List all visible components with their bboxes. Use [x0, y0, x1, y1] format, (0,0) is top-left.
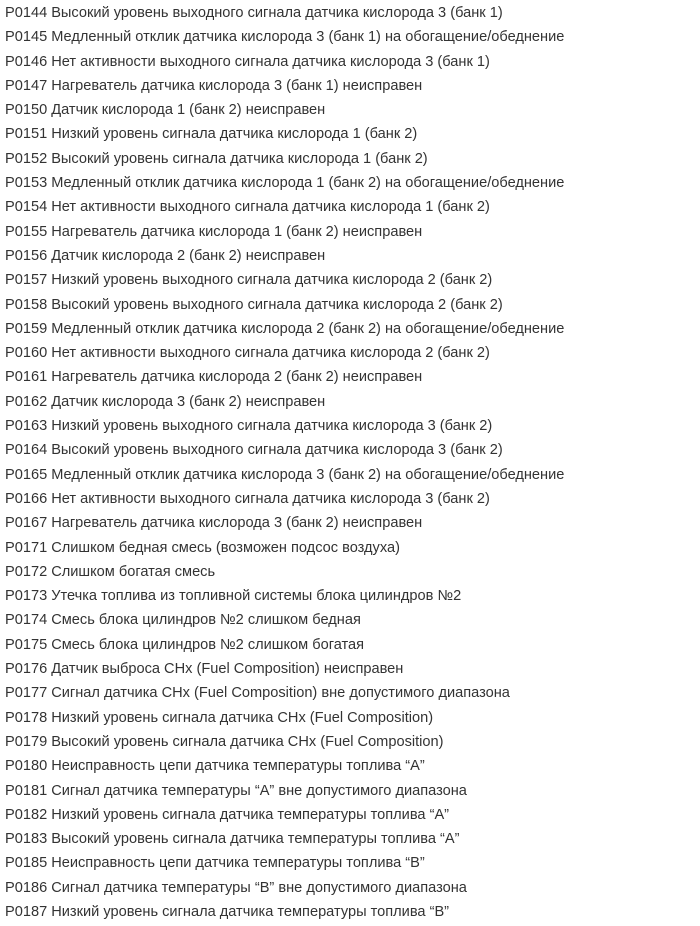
error-code: P0150 [5, 102, 48, 119]
list-item [5, 608, 700, 632]
error-description: Нагреватель датчика кислорода 3 (банк 2) неисправен [51, 515, 423, 532]
error-code: P0178 [5, 709, 48, 726]
error-description: Высокий уровень выходного сигнала датчика кислорода 2 (банк 2) [51, 296, 503, 313]
list-item [5, 74, 700, 98]
error-description: Низкий уровень выходного сигнала датчика кислорода 3 (банк 2) [51, 418, 493, 435]
error-code: P0171 [5, 539, 48, 556]
error-code: P0151 [5, 126, 48, 143]
error-code: P0157 [5, 272, 48, 289]
error-code: P0167 [5, 515, 48, 532]
list-item [5, 706, 700, 730]
error-code: P0165 [5, 466, 48, 483]
error-code: P0158 [5, 296, 48, 313]
list-item [5, 560, 700, 584]
error-code: P0166 [5, 490, 48, 507]
error-code: P0154 [5, 199, 48, 216]
list-item [5, 25, 700, 49]
error-description: Нет активности выходного сигнала датчика кислорода 3 (банк 2) [51, 490, 490, 507]
list-item [5, 122, 700, 146]
error-code: P0179 [5, 733, 48, 750]
error-code: P0182 [5, 806, 48, 823]
error-code: P0172 [5, 563, 48, 580]
list-item [5, 876, 700, 900]
error-code: P0153 [5, 175, 48, 192]
error-description: Утечка топлива из топливной системы блока цилиндров №2 [51, 588, 462, 605]
list-item [5, 341, 700, 365]
list-item [5, 803, 700, 827]
error-code: P0162 [5, 393, 48, 410]
error-description: Нагреватель датчика кислорода 1 (банк 2) неисправен [51, 223, 423, 240]
error-code: P0159 [5, 320, 48, 337]
error-code: P0147 [5, 77, 48, 94]
error-code: P0185 [5, 855, 48, 872]
list-item [5, 633, 700, 657]
error-description: Нагреватель датчика кислорода 2 (банк 2) неисправен [51, 369, 423, 386]
list-item [5, 438, 700, 462]
list-item [5, 220, 700, 244]
list-item [5, 98, 700, 122]
error-description: Низкий уровень сигнала датчика CHx (Fuel Composition) [51, 709, 434, 726]
list-item [5, 463, 700, 487]
error-code: P0176 [5, 661, 48, 678]
error-code: P0180 [5, 758, 48, 775]
error-description: Смесь блока цилиндров №2 слишком бедная [51, 612, 361, 629]
error-description: Низкий уровень сигнала датчика температуры топлива “B” [51, 903, 450, 920]
list-item [5, 390, 700, 414]
error-description: Низкий уровень сигнала датчика кислорода 1 (банк 2) [51, 126, 418, 143]
list-item [5, 536, 700, 560]
error-description: Слишком богатая смесь [51, 563, 216, 580]
error-code: P0174 [5, 612, 48, 629]
list-item [5, 487, 700, 511]
error-description: Неисправность цепи датчика температуры топлива “B” [51, 855, 425, 872]
list-item [5, 657, 700, 681]
error-description: Неисправность цепи датчика температуры топлива “A” [51, 758, 425, 775]
list-item [5, 147, 700, 171]
list-item [5, 414, 700, 438]
list-item [5, 244, 700, 268]
error-code: P0152 [5, 150, 48, 167]
error-code: P0187 [5, 903, 48, 920]
list-item [5, 730, 700, 754]
error-description: Высокий уровень выходного сигнала датчика кислорода 3 (банк 2) [51, 442, 503, 459]
list-item [5, 511, 700, 535]
list-item [5, 851, 700, 875]
error-code: P0175 [5, 636, 48, 653]
error-description: Сигнал датчика температуры “B” вне допустимого диапазона [51, 879, 467, 896]
error-description: Датчик кислорода 2 (банк 2) неисправен [51, 247, 326, 264]
error-code: P0163 [5, 418, 48, 435]
error-description: Медленный отклик датчика кислорода 3 (банк 2) на обогащение/обеднение [51, 466, 565, 483]
list-item [5, 317, 700, 341]
error-description: Высокий уровень сигнала датчика кислорода 1 (банк 2) [51, 150, 428, 167]
error-description: Медленный отклик датчика кислорода 2 (банк 2) на обогащение/обеднение [51, 320, 565, 337]
list-item [5, 584, 700, 608]
list-item [5, 779, 700, 803]
list-item [5, 268, 700, 292]
list-item [5, 827, 700, 851]
error-code: P0177 [5, 685, 48, 702]
error-code: P0146 [5, 53, 48, 70]
error-description: Сигнал датчика CHx (Fuel Composition) вне допустимого диапазона [51, 685, 510, 702]
error-description: Медленный отклик датчика кислорода 3 (банк 1) на обогащение/обеднение [51, 29, 565, 46]
list-item [5, 195, 700, 219]
error-code: P0144 [5, 5, 48, 21]
error-description: Низкий уровень сигнала датчика температуры топлива “A” [51, 806, 450, 823]
error-description: Низкий уровень выходного сигнала датчика кислорода 2 (банк 2) [51, 272, 493, 289]
error-description: Датчик выброса CHx (Fuel Composition) неисправен [51, 661, 404, 678]
error-code: P0181 [5, 782, 48, 799]
list-item [5, 754, 700, 778]
error-code: P0186 [5, 879, 48, 896]
error-description: Высокий уровень сигнала датчика температуры топлива “A” [51, 831, 460, 848]
error-description: Нагреватель датчика кислорода 3 (банк 1) неисправен [51, 77, 423, 94]
list-item [5, 293, 700, 317]
error-description: Высокий уровень сигнала датчика CHx (Fuel Composition) [51, 733, 444, 750]
error-description: Сигнал датчика температуры “A” вне допустимого диапазона [51, 782, 467, 799]
error-description: Нет активности выходного сигнала датчика кислорода 1 (банк 2) [51, 199, 490, 216]
error-description: Нет активности выходного сигнала датчика кислорода 3 (банк 1) [51, 53, 490, 70]
error-description: Датчик кислорода 1 (банк 2) неисправен [51, 102, 326, 119]
error-description: Нет активности выходного сигнала датчика кислорода 2 (банк 2) [51, 345, 490, 362]
list-item [5, 365, 700, 389]
error-code: P0164 [5, 442, 48, 459]
error-description: Смесь блока цилиндров №2 слишком богатая [51, 636, 365, 653]
error-description: Датчик кислорода 3 (банк 2) неисправен [51, 393, 326, 410]
error-code: P0160 [5, 345, 48, 362]
list-item [5, 50, 700, 74]
error-code: P0145 [5, 29, 48, 46]
error-code: P0156 [5, 247, 48, 264]
list-item [5, 1, 700, 25]
error-description: Высокий уровень выходного сигнала датчика кислорода 3 (банк 1) [51, 5, 503, 21]
error-description: Медленный отклик датчика кислорода 1 (банк 2) на обогащение/обеднение [51, 175, 565, 192]
error-code: P0183 [5, 831, 48, 848]
list-item [5, 681, 700, 705]
error-code: P0173 [5, 588, 48, 605]
error-description: Слишком бедная смесь (возможен подсос воздуха) [51, 539, 400, 556]
error-code: P0161 [5, 369, 48, 386]
list-item [5, 171, 700, 195]
list-item [5, 900, 700, 924]
error-code: P0155 [5, 223, 48, 240]
